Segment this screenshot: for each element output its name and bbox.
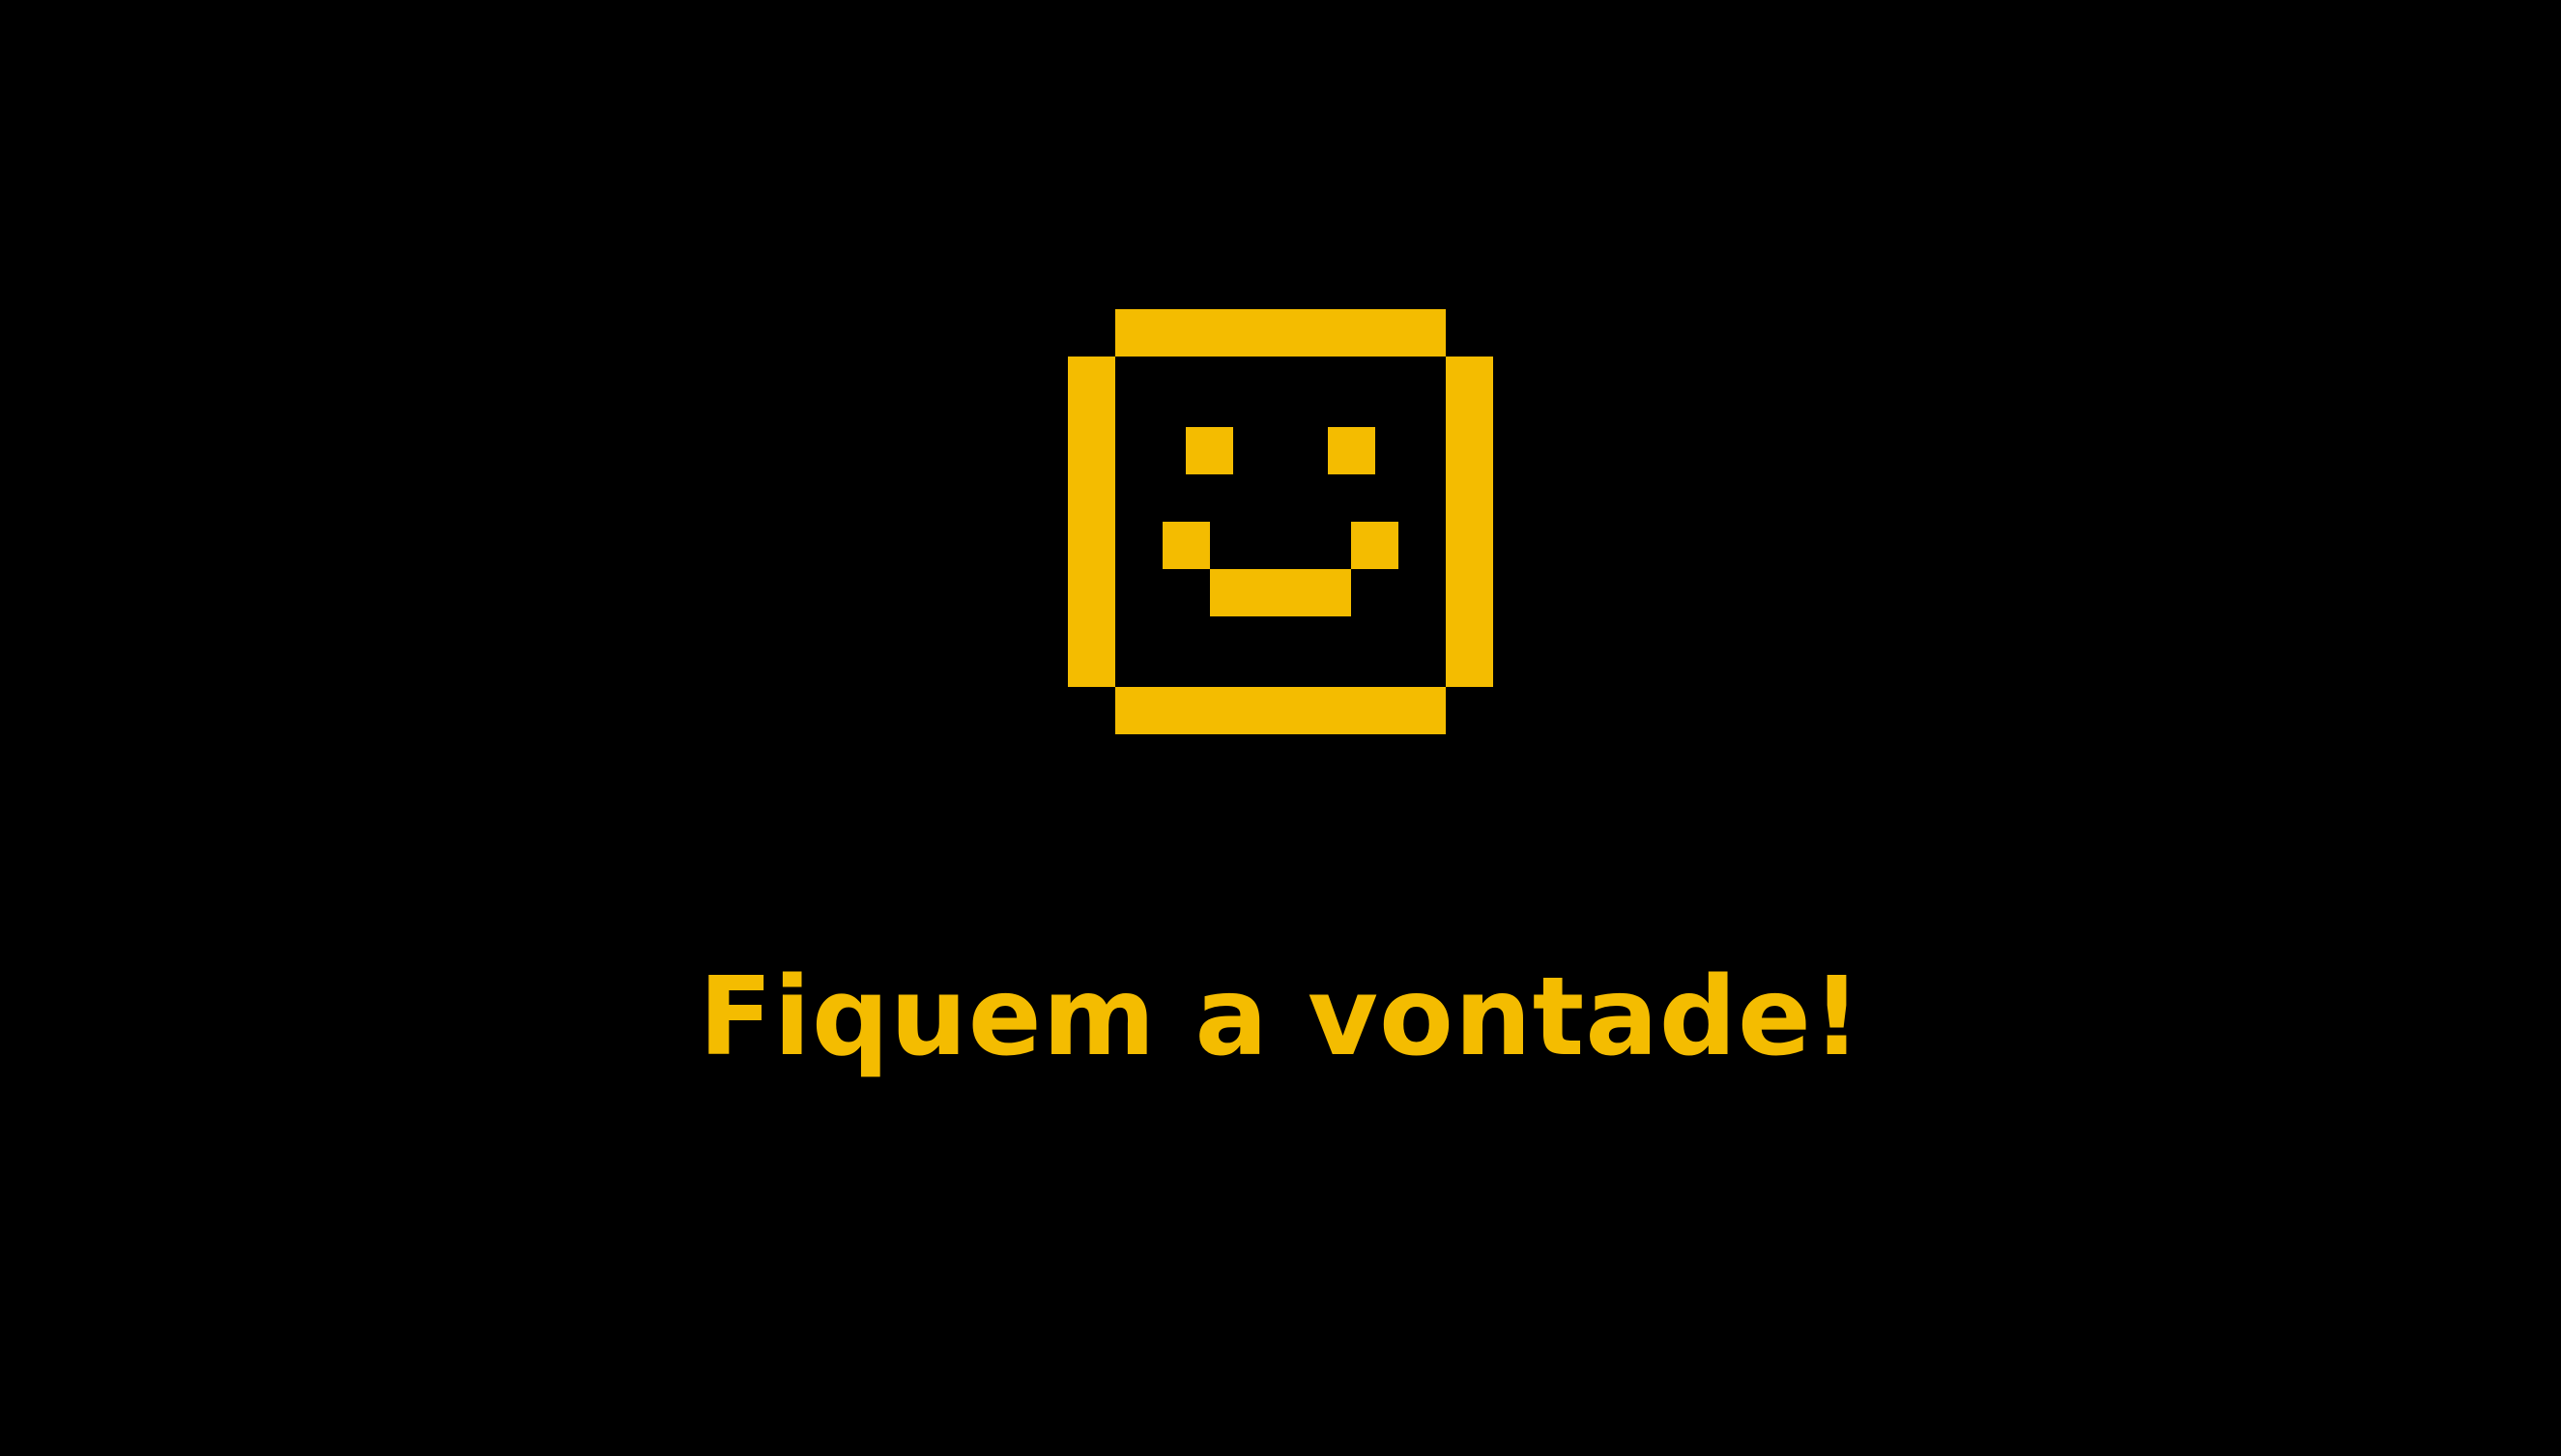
welcome-message: Fiquem a vontade! bbox=[698, 955, 1863, 1080]
face-frame-bottom bbox=[1115, 687, 1446, 734]
face-left-eye bbox=[1186, 427, 1233, 474]
face-smile-right-corner bbox=[1351, 522, 1398, 569]
face-right-eye bbox=[1328, 427, 1375, 474]
face-smile-left-corner bbox=[1163, 522, 1210, 569]
face-frame-right bbox=[1446, 357, 1493, 687]
face-frame-top bbox=[1115, 309, 1446, 357]
pixel-smiley-face-icon bbox=[1068, 309, 1493, 734]
face-frame-left bbox=[1068, 357, 1115, 687]
face-smile-bottom bbox=[1210, 569, 1351, 616]
